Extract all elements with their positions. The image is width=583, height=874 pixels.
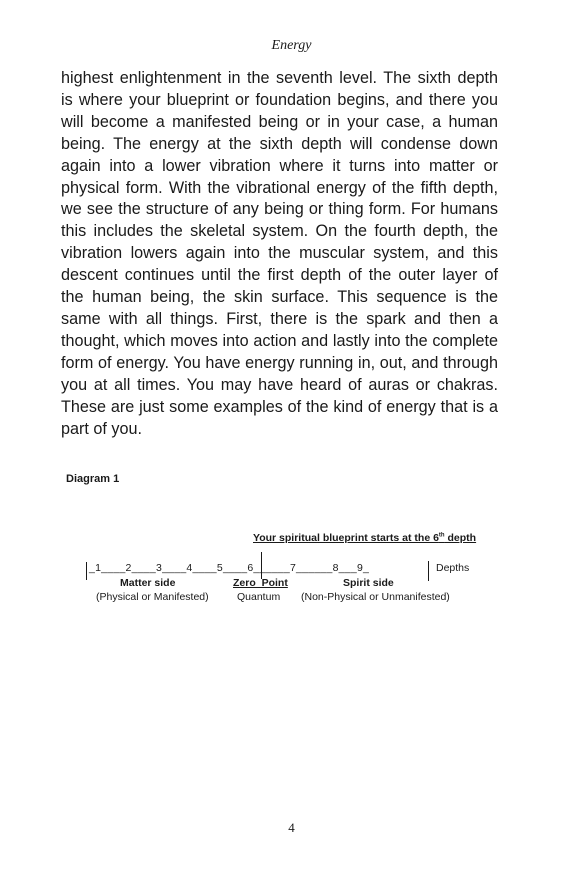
- blueprint-superscript: th: [438, 532, 445, 539]
- quantum-label: Quantum: [237, 591, 281, 603]
- depth-scale-numbers: _1____2____3____4____5____6______7______8___9_: [89, 562, 370, 574]
- depths-label: Depths: [436, 562, 470, 574]
- running-header: Energy: [271, 38, 312, 53]
- spirit-side-description: (Non-Physical or Unmanifested): [301, 591, 450, 603]
- page-number: 4: [288, 820, 295, 835]
- blueprint-text-end: depth: [444, 532, 477, 544]
- zero-point-label: Zero Point: [233, 577, 288, 589]
- depth-scale: [89, 562, 369, 574]
- scale-right-edge: [428, 561, 429, 581]
- spirit-side-label: Spirit side: [343, 577, 394, 589]
- matter-side-label: Matter side: [120, 577, 176, 589]
- matter-side-description: (Physical or Manifested): [96, 591, 209, 603]
- body-paragraph: highest enlightenment in the seventh level. The sixth depth is where your blueprint or foundation begins, and there you will become a manifested being or in your case, a human being. The energy at the sixth depth will condense down again into a lower vibration where it turns into matter or physical form. With the vibrational energy of the fifth depth, we see the structure of any being or thing form. For humans this includes the skeletal system. On the fourth depth, the vibration lowers again into the muscular system, and this descent continues until the first depth of the outer layer of the human being, the skin surface. This sequence is the same with all things. First, there is the spark and then a thought, which moves into action and lastly into the complete form of energy. You have energy running in, out, and through you at all times. You may have heard of auras or chakras. These are just some examples of the kind of energy that is a part of you.: [61, 69, 498, 438]
- blueprint-caption: [253, 532, 476, 544]
- diagram-label: Diagram 1: [66, 473, 120, 485]
- scale-left-edge: [86, 562, 87, 580]
- blueprint-text: Your spiritual blueprint starts at the 6: [253, 532, 439, 544]
